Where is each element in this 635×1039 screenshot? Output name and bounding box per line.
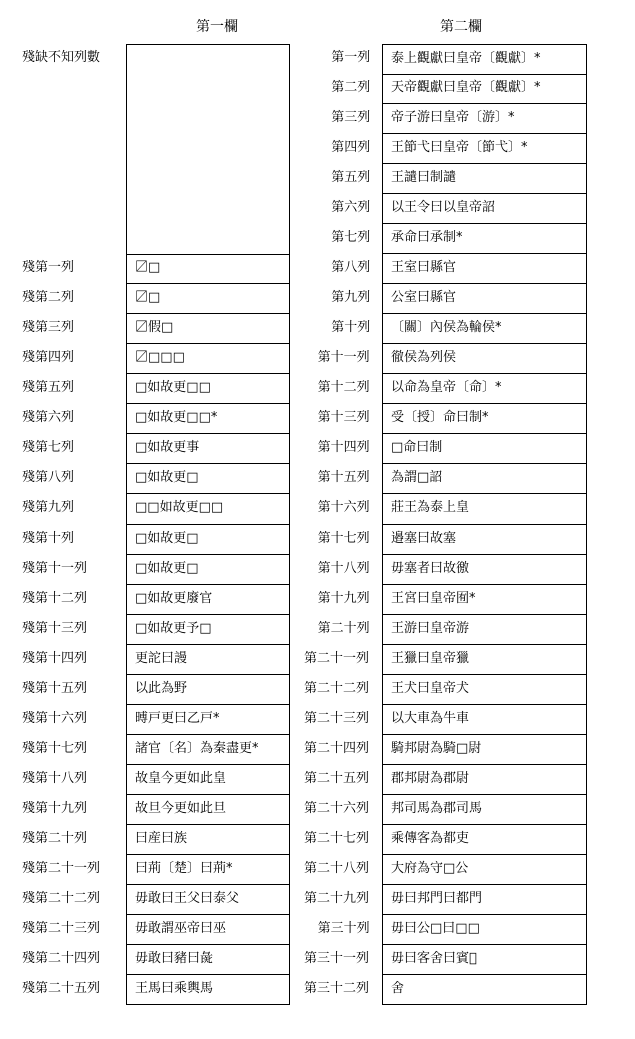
col1-cell: 〼□□□	[126, 344, 290, 374]
col2-row-label: 第六列	[331, 200, 371, 216]
col2-row-label: 第二十八列	[304, 860, 370, 876]
col2-cell: 毋曰邦門曰都門	[382, 885, 587, 915]
col1-row-label: 殘第十一列	[22, 560, 88, 576]
col1-cell: 〼□	[126, 254, 290, 284]
col2-row-label: 第八列	[331, 260, 371, 276]
col2-row-label: 第十八列	[317, 560, 370, 576]
col2-row-label: 第三列	[331, 110, 371, 126]
col2-cell: 邉塞曰故塞	[382, 525, 587, 555]
col2-row-label: 第二十九列	[304, 890, 370, 906]
col2-row-label: 第二十五列	[304, 770, 370, 786]
col2-cell: 王犬曰皇帝犬	[382, 675, 587, 705]
col2-cell: 乘傳客為都吏	[382, 825, 587, 855]
col2-row-label: 第二十四列	[304, 740, 370, 756]
col1-row-label: 殘第十五列	[22, 680, 88, 696]
col1-cell: 〼□	[126, 284, 290, 314]
col2-cell: 毋塞者曰故徼	[382, 555, 587, 585]
col2-cell: 王宮曰皇帝囿*	[382, 585, 587, 615]
col1-row-label: 殘第五列	[22, 380, 75, 396]
col1-row-label: 殘第二列	[22, 290, 75, 306]
col1-row-label: 殘第六列	[22, 410, 75, 426]
col1-cell: 〼假□	[126, 314, 290, 344]
col2-row-label: 第十四列	[317, 440, 370, 456]
col1-cell: 以此為野	[126, 675, 290, 705]
col2-row-label: 第九列	[331, 290, 371, 306]
col2-cell: 王游曰皇帝游	[382, 615, 587, 645]
col2-cell: 王節弋曰皇帝〔節弋〕*	[382, 134, 587, 164]
col1-row-label: 殘第十八列	[22, 770, 88, 786]
col1-cell: □□如故更□□	[126, 494, 290, 524]
col2-cell: 以命為皇帝〔命〕*	[382, 374, 587, 404]
col2-cell: 天帝觀獻曰皇帝〔觀獻〕*	[382, 74, 587, 104]
col2-cell: 舍	[382, 975, 587, 1005]
col2-cell: 帝子游曰皇帝〔游〕*	[382, 104, 587, 134]
col1-cell: □如故更廢官	[126, 585, 290, 615]
col2-row-label: 第十五列	[317, 470, 370, 486]
col1-cell: 更詑曰謾	[126, 645, 290, 675]
col1-row-label: 殘第二十三列	[22, 920, 101, 936]
col1-row-label: 殘第十四列	[22, 650, 88, 666]
col2-cell: 公室曰縣官	[382, 284, 587, 314]
col1-cell: 故旦今更如此旦	[126, 795, 290, 825]
col2-row-label: 第十三列	[317, 410, 370, 426]
col1-row-label: 殘第九列	[22, 500, 75, 516]
col2-row-label: 第一列	[331, 50, 371, 65]
col1-cell-blank	[126, 44, 290, 255]
col2-cell: 徹侯為列侯	[382, 344, 587, 374]
col1-row-label: 殘第二十一列	[22, 860, 101, 876]
col2-row-label: 第四列	[331, 140, 371, 156]
col2-row-label: 第二十二列	[304, 680, 370, 696]
col2-cell: 承命曰承制*	[382, 224, 587, 254]
col2-cell: 邦司馬為郡司馬	[382, 795, 587, 825]
col2-row-label: 第十六列	[317, 500, 370, 516]
col2-row-label: 第十九列	[317, 590, 370, 606]
col2-cell: 以王令曰以皇帝詔	[382, 194, 587, 224]
col1-row-label: 殘第三列	[22, 320, 75, 336]
col1-cell: 王馬曰乘輿馬	[126, 975, 290, 1005]
col1-row-label: 殘第二十列	[22, 830, 88, 846]
col2-row-label: 第三十列	[317, 920, 370, 936]
col1-row-label: 殘第十三列	[22, 620, 88, 636]
col1-row-label: 殘第二十五列	[22, 980, 101, 996]
col1-row-label: 殘第二十二列	[22, 890, 101, 906]
col1-cell: □如故更□□*	[126, 404, 290, 434]
col2-cell: 騎邦尉為騎□尉	[382, 735, 587, 765]
col1-cell: 諸官〔名〕為秦盡更*	[126, 735, 290, 765]
col2-row-label: 第二列	[331, 80, 371, 96]
col2-row-label: 第二十三列	[304, 710, 370, 726]
col2-row-label: 第五列	[331, 170, 371, 186]
col2-row-label: 第十二列	[317, 380, 370, 396]
col1-row-label: 殘第七列	[22, 440, 75, 456]
col2-cell: 王室曰縣官	[382, 254, 587, 284]
col1-row-label: 殘第十七列	[22, 740, 88, 756]
col1-cell: □如故更□□	[126, 374, 290, 404]
col1-cell: 曰荊〔楚〕曰荊*	[126, 855, 290, 885]
col1-row-label: 殘第十九列	[22, 800, 88, 816]
col2-row-label: 第二十七列	[304, 830, 370, 846]
col1-cell: 故皇今更如此皇	[126, 765, 290, 795]
col1-cell: 毋敢曰豬曰彘	[126, 945, 290, 975]
col2-row-label: 第二十列	[317, 620, 370, 636]
header-col1: 第一欄	[196, 19, 238, 35]
col1-row-label: 殘缺不知列數	[22, 50, 101, 65]
col2-row-label: 第二十六列	[304, 800, 370, 816]
header-col2: 第二欄	[440, 19, 482, 35]
col2-cell: 〔關〕內侯為輪侯*	[382, 314, 587, 344]
col2-cell: 王獵曰皇帝獵	[382, 645, 587, 675]
col1-cell: □如故更□	[126, 525, 290, 555]
col1-row-label: 殘第一列	[22, 260, 75, 276]
col1-cell: □如故更予□	[126, 615, 290, 645]
col1-row-label: 殘第二十四列	[22, 950, 101, 966]
col1-cell: 㬍戸更曰乙戸*	[126, 705, 290, 735]
col1-row-label: 殘第八列	[22, 470, 75, 486]
col2-cell: 莊王為泰上皇	[382, 494, 587, 524]
col1-cell: 毋敢謂巫帝曰巫	[126, 915, 290, 945]
col1-cell: □如故更□	[126, 555, 290, 585]
col2-row-label: 第三十二列	[304, 980, 370, 996]
col1-cell: 曰産曰族	[126, 825, 290, 855]
col2-cell: 為謂□詔	[382, 464, 587, 494]
col1-cell: □如故更□	[126, 464, 290, 494]
col2-cell: 郡邦尉為郡尉	[382, 765, 587, 795]
col1-cell: □如故更事	[126, 434, 290, 464]
col2-cell: 大府為守□公	[382, 855, 587, 885]
col1-row-label: 殘第十六列	[22, 710, 88, 726]
col2-cell: 毋曰客舍曰賓𩠋	[382, 945, 587, 975]
col2-row-label: 第七列	[331, 230, 371, 246]
col2-row-label: 第三十一列	[304, 950, 370, 966]
col2-row-label: 第十一列	[317, 350, 370, 366]
col2-cell: 以大車為牛車	[382, 705, 587, 735]
col2-cell: 泰上觀獻曰皇帝〔觀獻〕*	[382, 44, 587, 75]
col2-row-label: 第十列	[331, 320, 371, 336]
col1-cell: 毋敢曰王父曰泰父	[126, 885, 290, 915]
col2-cell: 王譴曰制譴	[382, 164, 587, 194]
col2-cell: □命曰制	[382, 434, 587, 464]
col2-row-label: 第二十一列	[304, 650, 370, 666]
col1-row-label: 殘第十二列	[22, 590, 88, 606]
col2-cell: 毋曰公□曰□□	[382, 915, 587, 945]
col1-row-label: 殘第十列	[22, 530, 75, 546]
col2-cell: 受〔授〕命曰制*	[382, 404, 587, 434]
col1-row-label: 殘第四列	[22, 350, 75, 366]
col2-row-label: 第十七列	[317, 530, 370, 546]
